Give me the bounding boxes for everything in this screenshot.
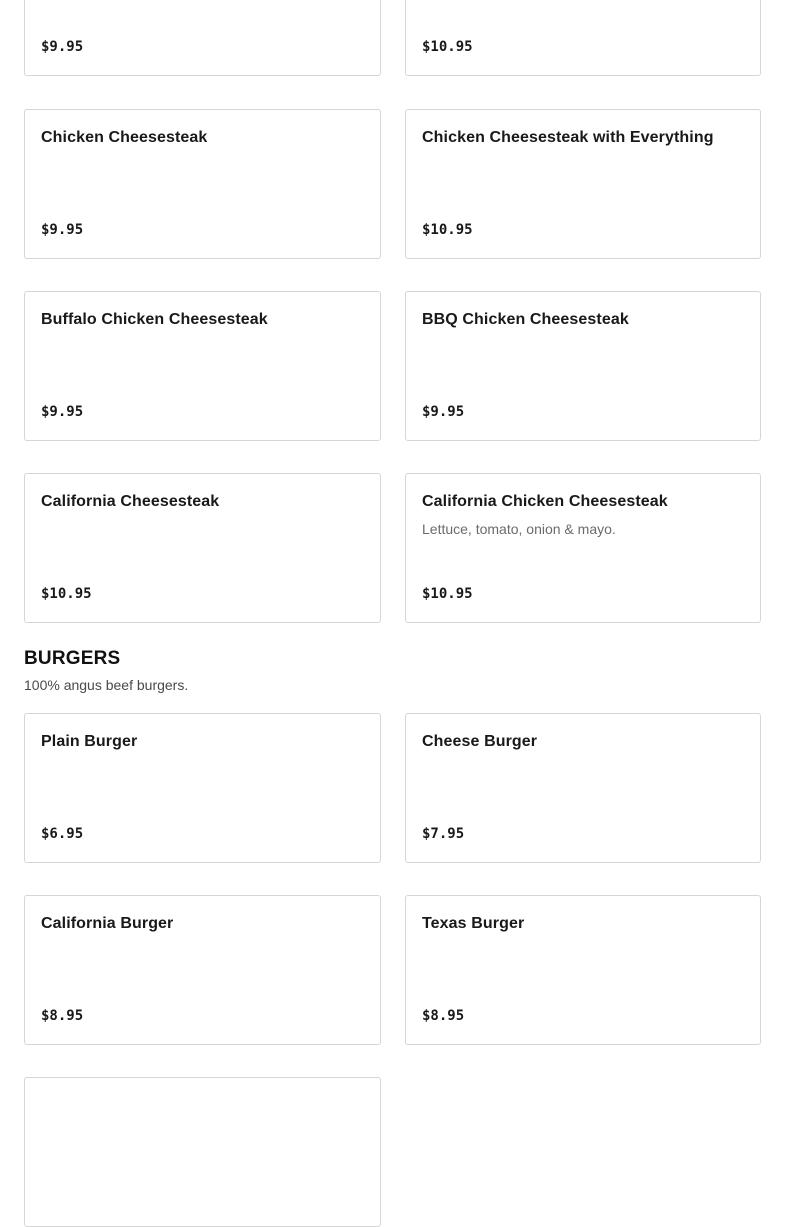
item-price: $9.95 xyxy=(422,404,465,420)
menu-item-card[interactable] xyxy=(405,473,761,623)
item-name: Chicken Cheesesteak xyxy=(41,129,208,146)
item-price: $10.95 xyxy=(422,586,473,602)
item-name: BBQ Chicken Cheesesteak xyxy=(422,311,629,328)
menu-item-card[interactable] xyxy=(405,895,761,1045)
menu-item-card[interactable] xyxy=(405,291,761,441)
item-name: Cheese Burger xyxy=(422,733,538,750)
item-name: California Chicken Cheesesteak xyxy=(422,493,668,510)
menu-item-card[interactable] xyxy=(24,895,381,1045)
menu-item-card[interactable] xyxy=(24,713,381,863)
item-description: Lettuce, tomato, onion & mayo. xyxy=(422,521,616,537)
menu-item-card[interactable] xyxy=(24,1077,381,1227)
menu-item-card[interactable] xyxy=(405,109,761,259)
item-price: $10.95 xyxy=(422,222,473,238)
item-price: $7.95 xyxy=(422,826,465,842)
item-name: Chicken Cheesesteak with Everything xyxy=(422,129,714,146)
item-name: Texas Burger xyxy=(422,915,525,932)
item-name: Plain Burger xyxy=(41,733,138,750)
item-price: $8.95 xyxy=(422,1008,465,1024)
menu-item-card[interactable] xyxy=(24,0,381,76)
item-price: $9.95 xyxy=(41,404,84,420)
item-price: $10.95 xyxy=(422,39,473,55)
menu-item-card[interactable] xyxy=(405,0,761,76)
item-name: Buffalo Chicken Cheesesteak xyxy=(41,311,268,328)
item-name: California Cheesesteak xyxy=(41,493,220,510)
item-name: California Burger xyxy=(41,915,174,932)
item-price: $9.95 xyxy=(41,222,84,238)
menu-item-card[interactable] xyxy=(405,713,761,863)
menu-item-card[interactable] xyxy=(24,291,381,441)
item-price: $8.95 xyxy=(41,1008,84,1024)
section-title: BURGERS xyxy=(24,648,121,669)
section-description: 100% angus beef burgers. xyxy=(24,677,189,693)
menu-item-card[interactable] xyxy=(24,109,381,259)
item-price: $10.95 xyxy=(41,586,92,602)
item-price: $6.95 xyxy=(41,826,84,842)
menu-item-card[interactable] xyxy=(24,473,381,623)
item-price: $9.95 xyxy=(41,39,84,55)
